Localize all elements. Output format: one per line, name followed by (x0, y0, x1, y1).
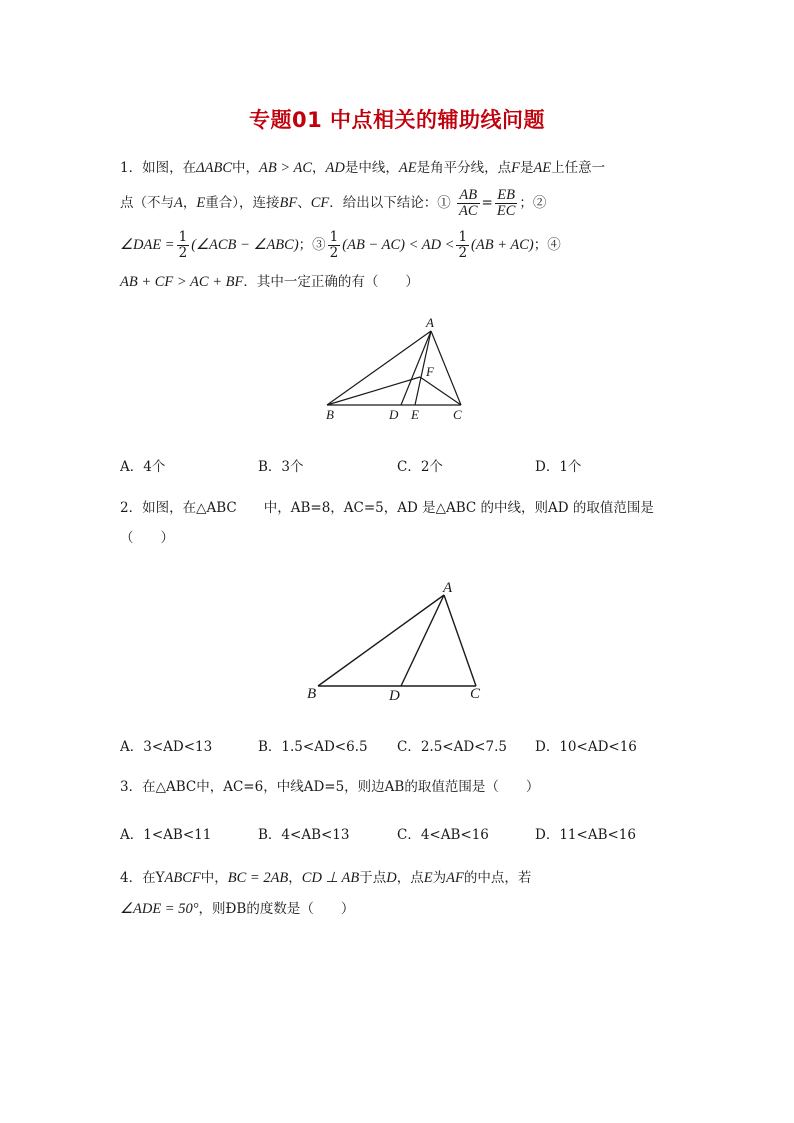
q1-text: 如图，在 (142, 160, 197, 176)
q1-line-3 (120, 227, 561, 263)
q4-math: E (423, 870, 433, 886)
page-title: 专题01 中点相关的辅助线问题 (248, 108, 546, 132)
q1-text: 重合），连接 (205, 195, 280, 211)
q3-line-1: 3．在△ABC中，AC=6，中线AD=5，则边AB的取值范围是（ ） (120, 779, 540, 795)
segment-ac (444, 595, 476, 686)
q4-text: 于点 (359, 870, 387, 886)
q1-line-1 (120, 158, 605, 178)
segment-ad (401, 595, 444, 686)
fraction-half (328, 230, 341, 261)
q1-text: ．给出以下结论：① (329, 195, 451, 211)
q1-text: 是中线， (344, 160, 399, 176)
denominator: 2 (458, 245, 468, 261)
q2-option-d[interactable]: D．10<AD<16 (535, 739, 637, 755)
segment-ab (318, 595, 444, 686)
point-label-f: F (426, 364, 434, 379)
q4-text: 的度数是（ ） (246, 901, 355, 917)
q4-math: Y (155, 870, 165, 886)
q2-line-1: 2．如图，在△ABC 中，AB=8，AC=5，AD 是△ABC 的中线，则AD 的取值范围是 (120, 500, 654, 516)
q2-line-2: （ ） (120, 530, 174, 546)
point-label-d: D (389, 688, 400, 704)
q1-text: 上任意一 (551, 160, 606, 176)
q1-math: E (196, 195, 206, 211)
fraction-half (177, 230, 190, 261)
q1-math: ΔABC (196, 160, 232, 176)
q1-math: AD (325, 160, 345, 176)
q2-option-c[interactable]: C．2.5<AD<7.5 (397, 739, 507, 755)
q1-text: ；③ (298, 237, 326, 253)
q4-text: ， (288, 870, 302, 886)
q4-text: 中， (200, 870, 228, 886)
q4-math: ∠ADE = 50° (120, 901, 199, 917)
q1-text: ， (182, 195, 197, 211)
q1-text: 、 (297, 195, 311, 211)
q1-text: 是 (519, 160, 534, 176)
q4-text: 4．在 (120, 870, 156, 886)
vertex-label-b: B (307, 686, 317, 702)
q1-line-4 (120, 272, 419, 292)
denominator: 2 (178, 245, 188, 261)
numerator: AB (457, 188, 480, 204)
q2-option-b[interactable]: B．1.5<AD<6.5 (258, 739, 368, 755)
q1-math: AB > AC (259, 160, 313, 176)
segment-ac (431, 331, 461, 405)
q3-option-c[interactable]: C．4<AB<16 (397, 827, 489, 843)
q4-math: ABCF (164, 870, 201, 886)
q4-math: ÐB (225, 901, 247, 917)
vertex-label-a: A (426, 315, 434, 330)
q4-math: BC = 2AB (227, 870, 289, 886)
q1-triangle-figure (318, 312, 474, 424)
denominator: 2 (329, 245, 339, 261)
q4-text: ，则 (198, 901, 226, 917)
q1-math: CF (310, 195, 330, 211)
q3-option-a[interactable]: A．1<AB<11 (120, 827, 212, 843)
q1-option-c[interactable]: C．2个 (397, 459, 443, 475)
q4-line-1 (120, 868, 531, 888)
q1-text: 中， (232, 160, 259, 176)
q1-text: ；② (519, 195, 547, 211)
q1-math: AE (398, 160, 417, 176)
vertex-label-a: A (443, 580, 453, 596)
q1-math: BF (279, 195, 298, 211)
numerator: 1 (458, 229, 468, 245)
q1-text: ；④ (533, 237, 561, 253)
point-label-d: D (389, 407, 399, 422)
q1-math: ∠DAE = (120, 237, 175, 253)
q1-math: AE (533, 160, 552, 176)
q1-option-d[interactable]: D．1个 (535, 459, 582, 475)
numerator: 1 (178, 229, 188, 245)
numerator: EB (495, 188, 518, 204)
q4-text: ，点 (396, 870, 424, 886)
q1-math: (AB − AC) < AD < (342, 237, 455, 253)
q4-math: D (386, 870, 397, 886)
q1-option-a[interactable]: A．4个 (120, 459, 166, 475)
q1-math: A (174, 195, 183, 211)
q1-math: F (511, 160, 520, 176)
q1-text: 点（不与 (120, 195, 174, 211)
q1-number: 1． (120, 160, 143, 176)
q3-option-d[interactable]: D．11<AB<16 (535, 827, 636, 843)
numerator: 1 (329, 229, 339, 245)
fraction-eb-ec (495, 188, 518, 219)
q2-option-a[interactable]: A．3<AD<13 (120, 739, 213, 755)
q2-triangle-figure (300, 575, 500, 705)
point-label-e: E (411, 407, 419, 422)
q1-text: 是角平分线，点 (416, 160, 512, 176)
q1-line-2 (120, 185, 546, 221)
q4-math: AF (446, 870, 464, 886)
q1-math: (AB + AC) (471, 237, 534, 253)
q1-text: ．其中一定正确的有（ ） (243, 274, 419, 290)
q4-line-2 (120, 899, 354, 919)
q1-math: AB + CF > AC + BF (120, 274, 244, 290)
q4-text: 的中点，若 (463, 870, 532, 886)
q1-option-b[interactable]: B．3个 (258, 459, 304, 475)
vertex-label-c: C (470, 686, 481, 702)
denominator: AC (459, 203, 478, 219)
fraction-ab-ac (457, 188, 480, 219)
q1-math: (∠ACB − ∠ABC) (191, 237, 299, 253)
q4-text: 为 (432, 870, 447, 886)
denominator: EC (496, 203, 516, 219)
q1-text: ， (312, 160, 326, 176)
q3-option-b[interactable]: B．4<AB<13 (258, 827, 350, 843)
vertex-label-b: B (326, 407, 334, 422)
equals-sign: = (481, 195, 493, 211)
fraction-half (456, 230, 469, 261)
q4-math: CD ⊥ AB (301, 870, 360, 886)
vertex-label-c: C (453, 407, 462, 422)
